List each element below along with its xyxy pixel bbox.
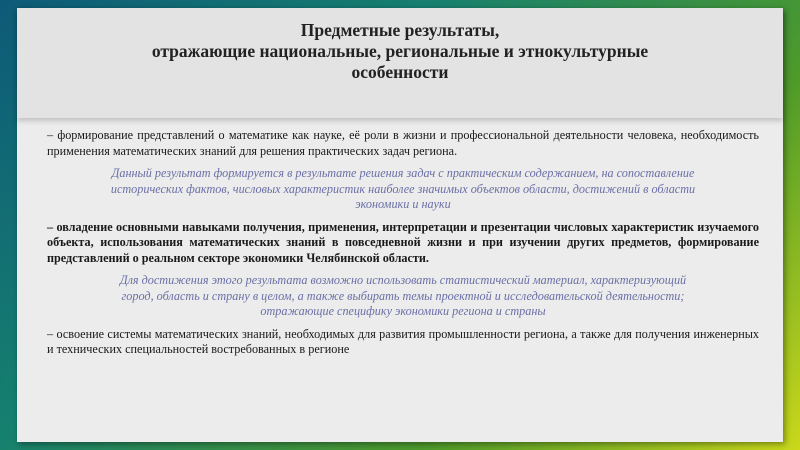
note-2 [47,273,759,320]
note-1-line-3: экономики и науки [355,197,451,211]
slide-content [47,128,759,365]
note-1 [47,166,759,213]
note-1-line-1: Данный результат формируется в результате решения задач с практическим содержанием, на сопоставление [111,166,695,180]
note-2-line-2: город, область и страну в целом, а также выбирать темы проектной и исследовательской деятельности; [121,288,685,303]
paragraph-1: – формирование представлений о математике как науке, её роли в жизни и профессиональной деятельности человека, необходимость применения математических знаний для решения практических задач региона. [47,128,759,158]
note-1-line-2: исторических фактов, числовых характеристик наиболее значимых объектов области, достижений в области [110,181,696,196]
title-line-3: особенности [351,62,449,82]
slide-header [17,8,783,118]
paragraph-2: – овладение основными навыками получения, применения, интерпретации и презентации числовых характеристик изучаемого объекта, использования математических знаний в повседневной жизни и при изучении других предметов, формирование представлений о реальном секторе экономики Челябинской области. [47,219,759,265]
title-line-1: Предметные результаты, [300,20,500,40]
title-line-2: отражающие национальные, региональные и этнокультурные [151,41,649,61]
note-2-line-1: Для достижения этого результата возможно использовать статистический материал, характеризующий [119,273,687,287]
slide [17,8,783,442]
note-2-line-3: отражающие специфику экономики региона и страны [260,304,546,318]
slide-title [57,20,743,83]
paragraph-3: – освоение системы математических знаний, необходимых для развития промышленности региона, а также для получения инженерных и технических специальностей востребованных в регионе [47,326,759,356]
